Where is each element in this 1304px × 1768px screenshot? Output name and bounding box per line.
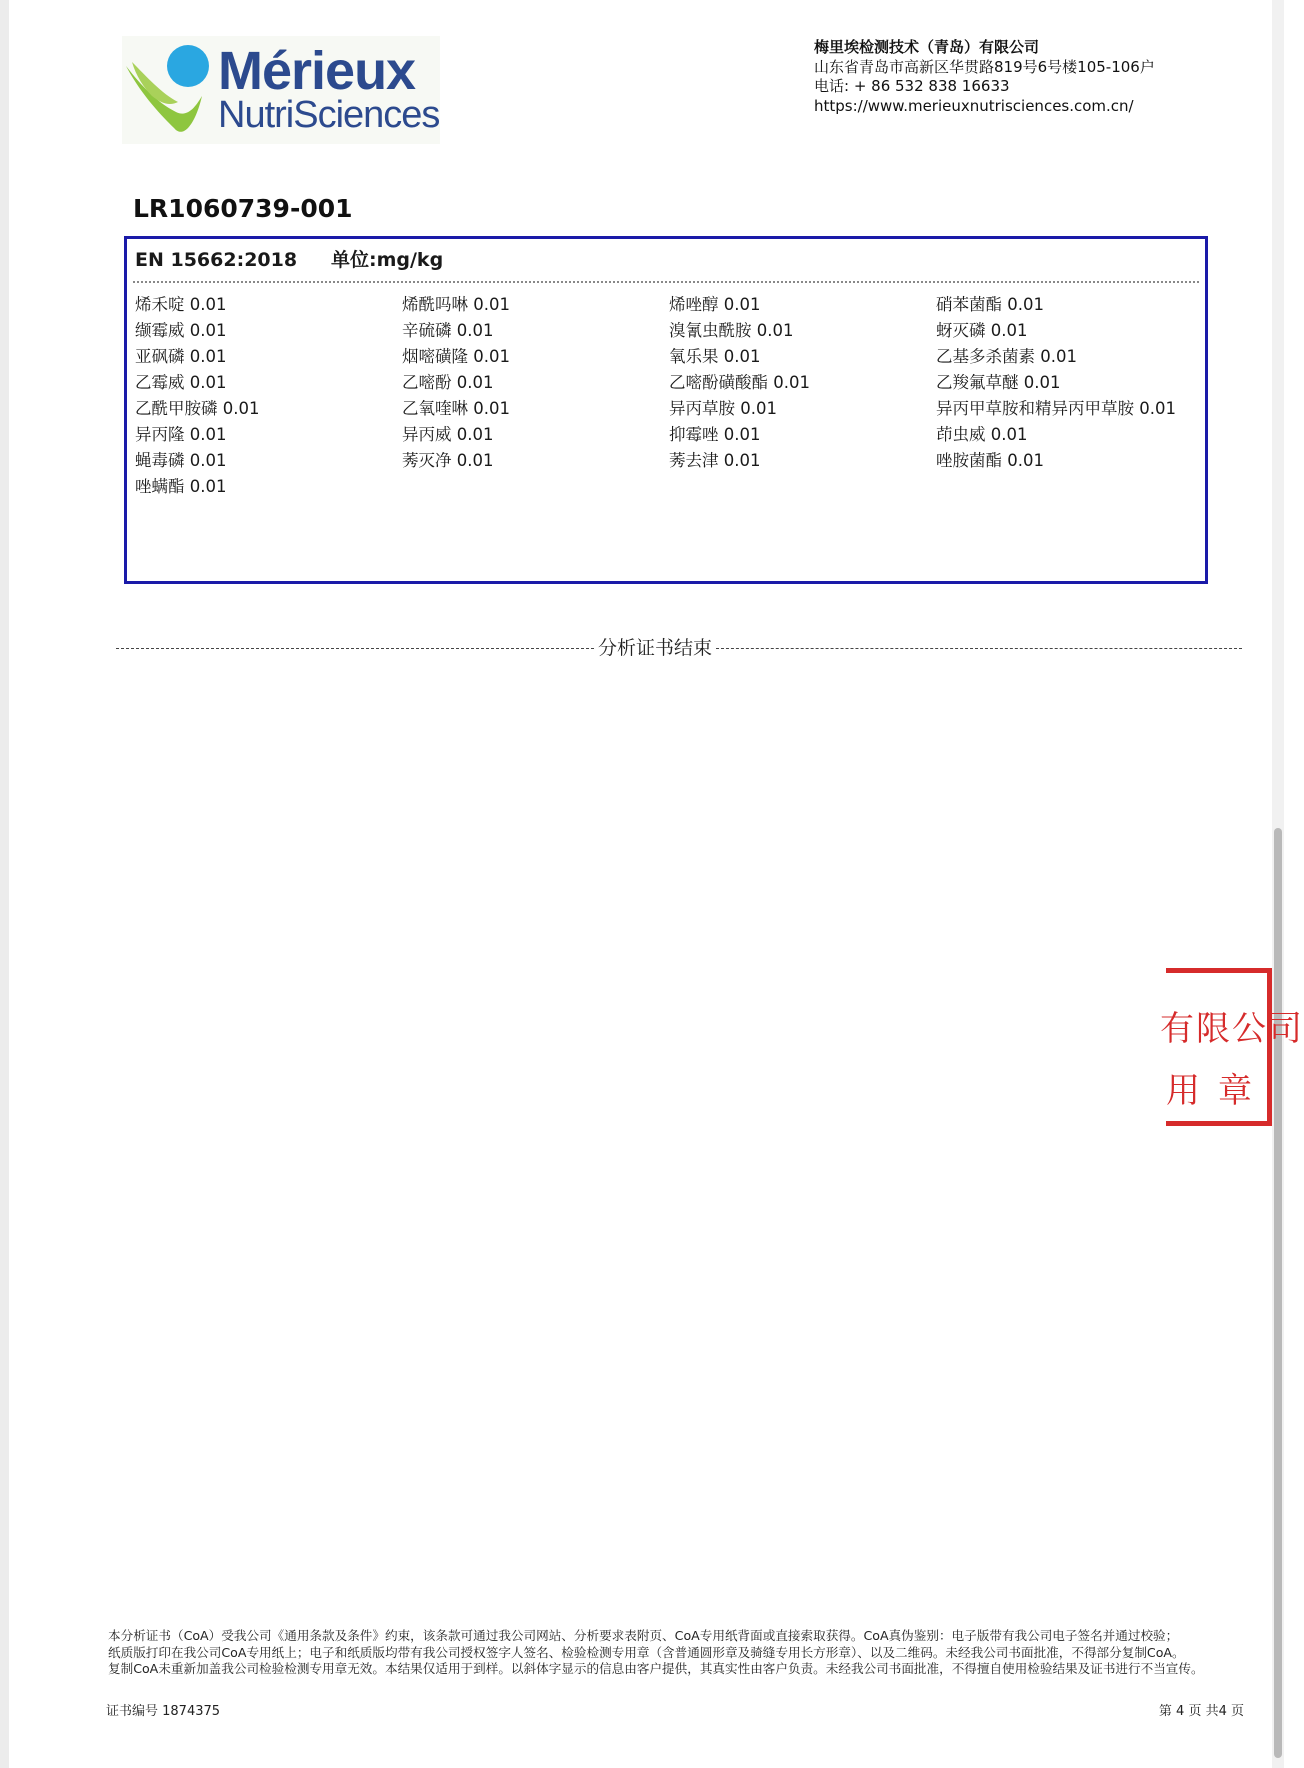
company-website[interactable]: https://www.merieuxnutrisciences.com.cn/ (814, 96, 1134, 115)
result-row (135, 445, 1203, 471)
result-cell: 蚜灭磷 0.01 (936, 321, 1028, 340)
result-row (135, 471, 1203, 497)
result-row (135, 419, 1203, 445)
result-row (135, 341, 1203, 367)
result-cell: 异丙隆 0.01 (135, 425, 227, 444)
result-cell: 乙氧喹啉 0.01 (402, 399, 510, 418)
result-cell: 蝇毒磷 0.01 (135, 451, 227, 470)
end-of-certificate-marker (116, 636, 1242, 660)
test-method: EN 15662:2018 (135, 249, 298, 271)
result-cell: 乙嘧酚磺酸酯 0.01 (669, 373, 810, 392)
result-cell: 唑螨酯 0.01 (135, 477, 227, 496)
footer-disclaimer (108, 1628, 1238, 1678)
result-cell: 溴氰虫酰胺 0.01 (669, 321, 794, 340)
result-cell: 抑霉唑 0.01 (669, 425, 761, 444)
result-cell: 异丙甲草胺和精异丙甲草胺 0.01 (936, 399, 1176, 418)
result-row (135, 367, 1203, 393)
result-cell: 烯禾啶 0.01 (135, 295, 227, 314)
result-cell (936, 471, 1203, 497)
result-cell: 乙基多杀菌素 0.01 (936, 347, 1077, 366)
result-cell: 莠去津 0.01 (669, 451, 761, 470)
result-cell: 缬霉威 0.01 (135, 321, 227, 340)
result-row (135, 393, 1203, 419)
results-grid (135, 289, 1203, 497)
report-id: LR1060739-001 (133, 194, 353, 223)
company-name: 梅里埃检测技术（青岛）有限公司 (814, 38, 1040, 56)
result-row (135, 315, 1203, 341)
result-row (135, 289, 1203, 315)
result-cell: 异丙草胺 0.01 (669, 399, 777, 418)
result-cell: 烟嘧磺隆 0.01 (402, 347, 510, 366)
logo-mark-icon (122, 36, 232, 144)
divider-left (116, 648, 594, 649)
result-cell: 乙霉威 0.01 (135, 373, 227, 392)
result-cell: 唑胺菌酯 0.01 (936, 451, 1044, 470)
results-table (124, 236, 1208, 584)
seal-stamp: 有限公司 用章 (1166, 968, 1272, 1126)
company-info (814, 38, 1155, 116)
result-cell (669, 471, 936, 497)
disclaimer-line: 本分析证书（CoA）受我公司《通用条款及条件》约束，该条款可通过我公司网站、分析要求表附页、CoA专用纸背面或直接索取获得。CoA真伪鉴别：电子版带有我公司电子签名并通过校验； (108, 1628, 1179, 1643)
scrollbar-thumb[interactable] (1274, 828, 1282, 1758)
result-cell: 异丙威 0.01 (402, 425, 494, 444)
disclaimer-line: 复制CoA未重新加盖我公司检验检测专用章无效。本结果仅适用于到样。以斜体字显示的信息由客户提供，其真实性由客户负责。未经我公司书面批准，不得擅自使用检验结果及证书进行不当宣传。 (108, 1661, 1204, 1676)
result-cell: 烯酰吗啉 0.01 (402, 295, 510, 314)
end-marker-label: 分析证书结束 (597, 637, 712, 659)
scrollbar-track[interactable] (1272, 0, 1284, 1768)
result-cell: 烯唑醇 0.01 (669, 295, 761, 314)
result-cell: 亚砜磷 0.01 (135, 347, 227, 366)
certificate-number: 证书编号 1874375 (106, 1704, 221, 1719)
company-address: 山东省青岛市高新区华贯路819号6号楼105-106户 (814, 57, 1155, 76)
disclaimer-line: 纸质版打印在我公司CoA专用纸上；电子和纸质版均带有我公司授权签字人签名、检验检测专用章（含普通圆形章及骑缝专用长方形章）、以及二维码。未经我公司书面批准，不得部分复制CoA。 (108, 1644, 1185, 1660)
result-cell: 辛硫磷 0.01 (402, 321, 494, 340)
result-cell: 乙酰甲胺磷 0.01 (135, 399, 260, 418)
page-indicator: 第 4 页 共4 页 (1158, 1704, 1244, 1719)
divider-right (716, 648, 1242, 649)
result-cell: 茚虫威 0.01 (936, 425, 1028, 444)
result-cell: 硝苯菌酯 0.01 (936, 295, 1044, 314)
company-logo (122, 36, 440, 144)
company-phone: 电话: + 86 532 838 16633 (814, 77, 1010, 95)
result-cell (402, 471, 669, 497)
result-cell: 氧乐果 0.01 (669, 347, 761, 366)
page-edge-left (0, 0, 9, 1768)
unit-label: 单位:mg/kg (331, 249, 444, 271)
logo-wordmark-line1: Mérieux (218, 41, 416, 101)
header-divider (133, 281, 1199, 283)
result-cell: 莠灭净 0.01 (402, 451, 494, 470)
result-cell: 乙嘧酚 0.01 (402, 373, 494, 392)
results-header (135, 245, 1195, 275)
result-cell: 乙羧氟草醚 0.01 (936, 373, 1061, 392)
logo-wordmark-line2: NutriSciences (218, 94, 440, 136)
